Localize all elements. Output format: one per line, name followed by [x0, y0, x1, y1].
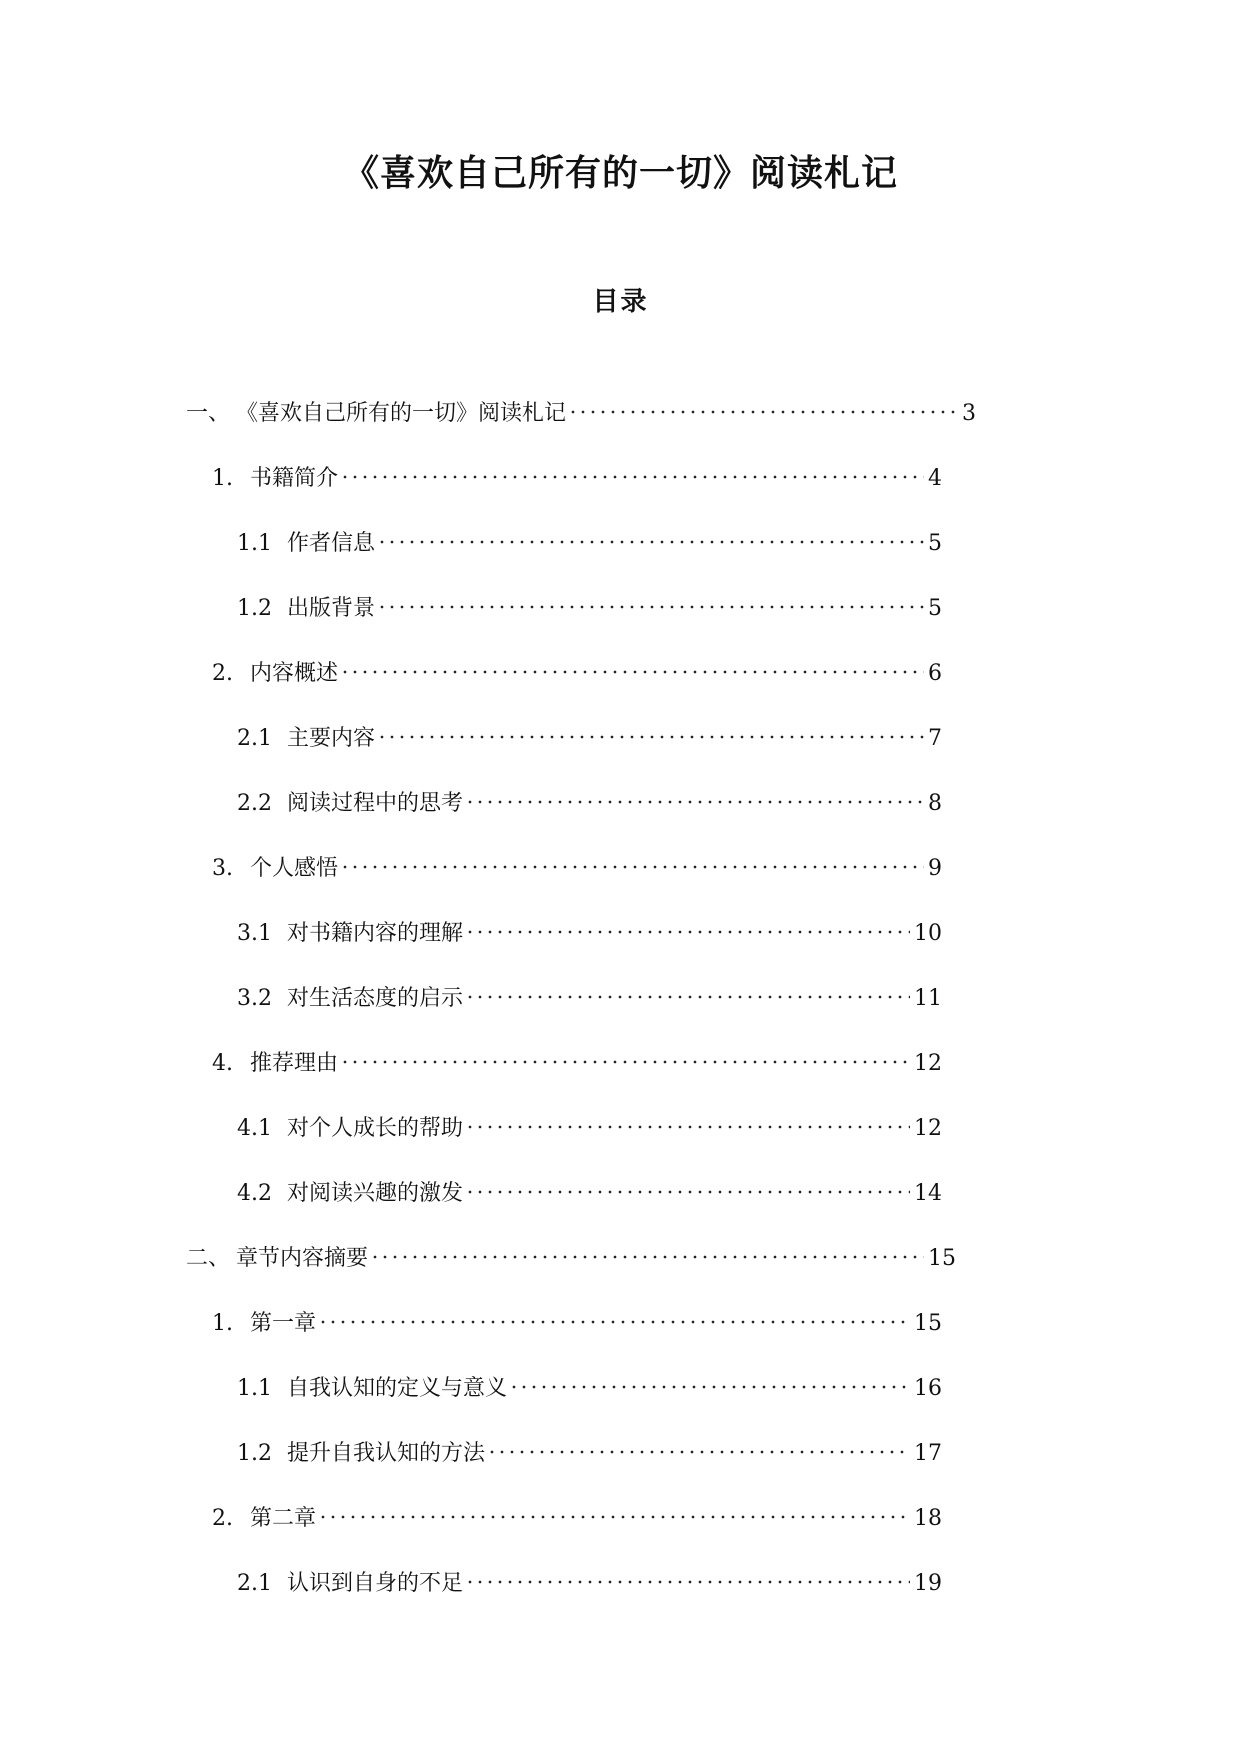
toc-entry[interactable] [237, 1359, 942, 1401]
toc-entry-title: 第一章 [250, 1311, 317, 1336]
toc-entry-page: 11 [914, 986, 942, 1011]
toc-entry-number: 3.1 [237, 921, 272, 946]
toc-entry[interactable] [212, 839, 942, 881]
toc-entry-number: 1. [212, 1311, 233, 1336]
toc-dot-leader [377, 709, 924, 745]
toc-entry[interactable] [237, 774, 942, 816]
toc-entry-title: 阅读过程中的思考 [287, 791, 464, 816]
toc-entry-title: 书籍简介 [250, 466, 339, 491]
toc-entry-title: 对阅读兴趣的激发 [287, 1181, 464, 1206]
toc-entry-page: 8 [928, 791, 942, 816]
toc-entry[interactable] [237, 969, 942, 1011]
toc-entry-number: 4.2 [237, 1181, 272, 1206]
toc-entry[interactable] [237, 1424, 942, 1466]
toc-entry-title: 第二章 [250, 1506, 317, 1531]
toc-entry[interactable] [186, 1229, 956, 1271]
toc-entry[interactable] [212, 449, 942, 491]
toc-entry-page: 5 [928, 596, 942, 621]
toc-entry[interactable] [212, 1294, 942, 1336]
toc-entry[interactable] [237, 1099, 942, 1141]
toc-entry-title: 推荐理由 [250, 1051, 339, 1076]
toc-entry-page: 18 [914, 1506, 942, 1531]
toc-entry[interactable] [237, 514, 942, 556]
toc-dot-leader [465, 969, 910, 1005]
toc-dot-leader [465, 1554, 910, 1590]
toc-dot-leader [465, 1164, 910, 1200]
toc-entry-number: 2.1 [237, 1571, 272, 1596]
toc-entry-title: 自我认知的定义与意义 [287, 1376, 508, 1401]
toc-entry-number: 1.2 [237, 596, 272, 621]
toc-entry-title: 《喜欢自己所有的一切》阅读札记 [236, 401, 567, 426]
toc-entry-page: 9 [928, 856, 942, 881]
toc-entry-title: 章节内容摘要 [236, 1246, 369, 1271]
toc-entry-page: 17 [914, 1441, 942, 1466]
toc-dot-leader [568, 384, 958, 420]
toc-entry-title: 个人感悟 [250, 856, 339, 881]
toc-entry-page: 12 [914, 1116, 942, 1141]
toc-entry-title: 对个人成长的帮助 [287, 1116, 464, 1141]
toc-entry-page: 15 [928, 1246, 956, 1271]
toc-entry-number: 1.1 [237, 1376, 272, 1401]
toc-heading: 目录 [592, 287, 649, 317]
toc-entry-title: 提升自我认知的方法 [287, 1441, 486, 1466]
toc-entry-number: 3. [212, 856, 233, 881]
toc-dot-leader [340, 839, 924, 875]
toc-entry-page: 10 [914, 921, 942, 946]
toc-entry-title: 对生活态度的启示 [287, 986, 464, 1011]
toc-entry-page: 15 [914, 1311, 942, 1336]
toc-entry-page: 7 [928, 726, 942, 751]
toc-entry-page: 5 [928, 531, 942, 556]
toc-entry[interactable] [212, 1489, 942, 1531]
toc-dot-leader [465, 904, 910, 940]
toc-entry-page: 19 [914, 1571, 942, 1596]
toc-entry-number: 4.1 [237, 1116, 272, 1141]
toc-entry-title: 主要内容 [287, 726, 376, 751]
toc-entry-page: 3 [962, 401, 976, 426]
toc-dot-leader [318, 1294, 910, 1330]
toc-entry-title: 出版背景 [287, 596, 376, 621]
toc-entry-page: 12 [914, 1051, 942, 1076]
toc-entry-number: 1.2 [237, 1441, 272, 1466]
document-title: 《喜欢自己所有的一切》阅读札记 [342, 153, 898, 194]
toc-dot-leader [340, 449, 924, 485]
toc-entry-number: 3.2 [237, 986, 272, 1011]
toc-entry-title: 对书籍内容的理解 [287, 921, 464, 946]
toc-entry-number: 4. [212, 1051, 233, 1076]
toc-entry[interactable] [237, 904, 942, 946]
toc-dot-leader [487, 1424, 910, 1460]
toc-entry[interactable] [186, 384, 976, 426]
toc-entry-page: 16 [914, 1376, 942, 1401]
toc-entry-number: 2.2 [237, 791, 272, 816]
toc-dot-leader [340, 1034, 910, 1070]
toc-entry[interactable] [237, 579, 942, 621]
toc-entry[interactable] [237, 709, 942, 751]
toc-entry-page: 14 [914, 1181, 942, 1206]
toc-entry-number: 一、 [186, 401, 231, 426]
toc-entry-number: 二、 [186, 1246, 231, 1271]
toc-dot-leader [377, 514, 924, 550]
toc-entry-number: 1. [212, 466, 233, 491]
toc-entry[interactable] [237, 1164, 942, 1206]
toc-dot-leader [465, 774, 924, 810]
toc-entry-number: 1.1 [237, 531, 272, 556]
toc-dot-leader [465, 1099, 910, 1135]
toc-entry[interactable] [237, 1554, 942, 1596]
toc-entry-title: 内容概述 [250, 661, 339, 686]
toc-entry-number: 2. [212, 661, 233, 686]
toc-entry-number: 2. [212, 1506, 233, 1531]
toc-entry-title: 认识到自身的不足 [287, 1571, 464, 1596]
toc-dot-leader [340, 644, 924, 680]
toc-dot-leader [318, 1489, 910, 1525]
toc-dot-leader [377, 579, 924, 615]
toc-dot-leader [509, 1359, 910, 1395]
toc-dot-leader [370, 1229, 924, 1265]
toc-entry-page: 4 [928, 466, 942, 491]
toc-entry-page: 6 [928, 661, 942, 686]
toc-entry[interactable] [212, 644, 942, 686]
toc-entry-title: 作者信息 [287, 531, 376, 556]
toc-entry-number: 2.1 [237, 726, 272, 751]
toc-entry[interactable] [212, 1034, 942, 1076]
